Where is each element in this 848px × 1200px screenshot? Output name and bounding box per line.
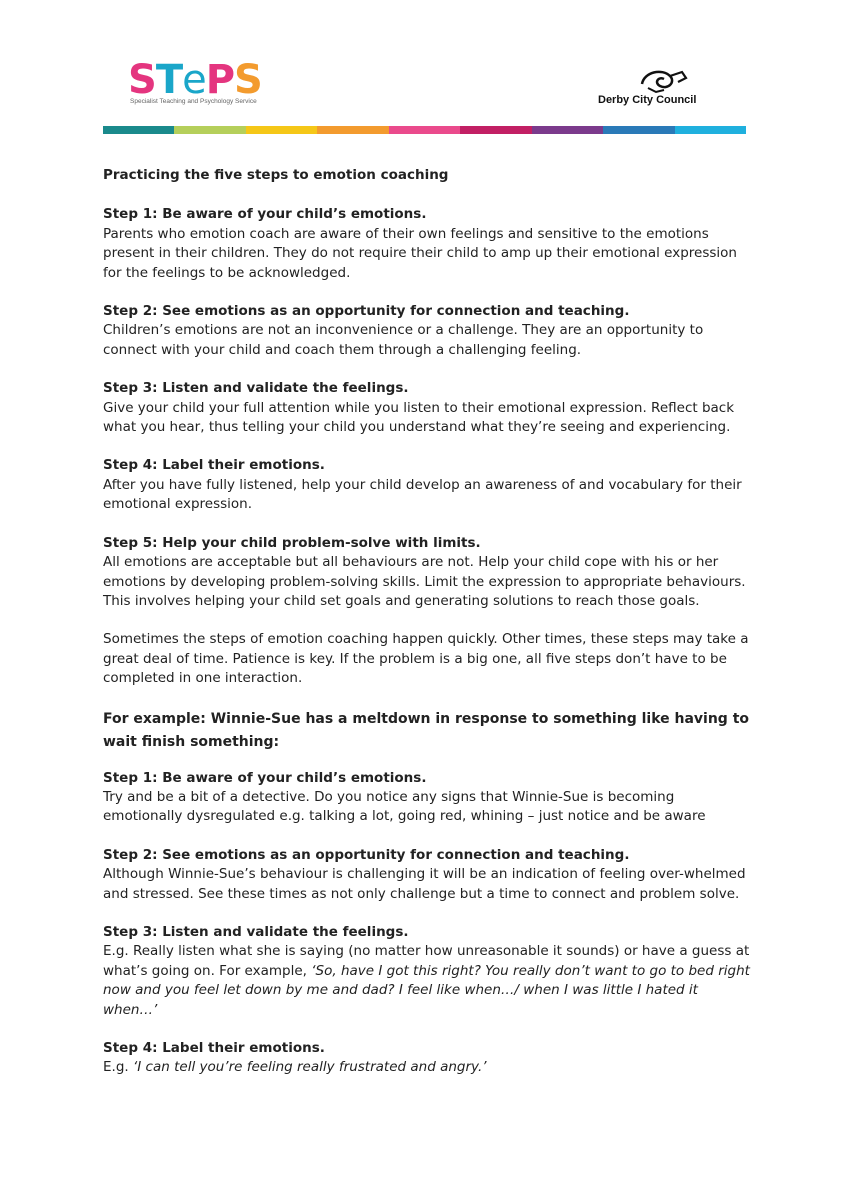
step-body: Give your child your full attention while you listen to their emotional expression. Reflect back what you hear, thus telling your child you understand what they’re seeing and experiencing. <box>103 399 735 436</box>
document-body <box>103 166 753 1097</box>
document-title: Practicing the five steps to emotion coaching <box>103 167 449 183</box>
summary-paragraph: Sometimes the steps of emotion coaching happen quickly. Other times, these steps may take a great deal of time. Patience is key. If the problem is a big one, all five steps don’t have to be completed in one interaction. <box>103 631 749 687</box>
step-5 <box>103 534 753 612</box>
steps-logo-wordmark: STePS <box>128 57 262 103</box>
step-3 <box>103 379 753 437</box>
example-step-2 <box>103 846 753 904</box>
example-step-1 <box>103 769 753 827</box>
step-body: Children’s emotions are not an inconvenience or a challenge. They are an opportunity to connect with your child and coach them through a challenging feeling. <box>103 322 704 358</box>
step-body: All emotions are acceptable but all behaviours are not. Help your child cope with his or her emotions by developing problem-solving skills. Limit the expression to appropriate behaviours. This involves helping your child set goals and generating solutions to reach those goals. <box>103 554 746 609</box>
example-heading: For example: Winnie-Sue has a meltdown in response to something like having to wait finish something: <box>103 710 750 750</box>
steps-logo <box>128 57 288 110</box>
step-heading: Step 4: Label their emotions. <box>103 1040 325 1056</box>
step-heading: Step 2: See emotions as an opportunity for connection and teaching. <box>103 303 630 320</box>
ram-icon <box>634 64 690 96</box>
stripe-segment <box>603 126 674 134</box>
stripe-segment <box>532 126 603 134</box>
step-heading: Step 4: Label their emotions. <box>103 457 325 474</box>
step-quote: ‘I can tell you’re feeling really frustrated and angry.’ <box>132 1059 487 1076</box>
step-quote: ‘So, have I got this right? You really don’t want to go to bed right now and you feel let down by me and dad? I feel like when…/ when I was little I hated it when…’ <box>103 962 750 1018</box>
stripe-segment <box>317 126 388 134</box>
step-body: E.g. <box>103 1059 133 1076</box>
stripe-segment <box>460 126 531 134</box>
step-2 <box>103 302 753 360</box>
step-body: Try and be a bit of a detective. Do you notice any signs that Winnie-Sue is becoming emotionally dysregulated e.g. talking a lot, going red, whining – just notice and be aware <box>103 788 706 825</box>
color-stripe <box>103 126 746 134</box>
step-1 <box>103 205 753 283</box>
example-step-4 <box>103 1039 753 1078</box>
steps-logo-subtitle: Specialist Teaching and Psychology Service <box>130 98 257 105</box>
step-body: After you have fully listened, help your child develop an awareness of and vocabulary for their emotional expression. <box>103 476 742 513</box>
step-4 <box>103 456 753 514</box>
council-name: Derby City Council <box>598 94 697 106</box>
step-heading: Step 2: See emotions as an opportunity for connection and teaching. <box>103 846 630 863</box>
step-body: Although Winnie-Sue’s behaviour is challenging it will be an indication of feeling over-whelmed and stressed. See these times as not only challenge but a time to connect and problem solve. <box>103 866 746 902</box>
stripe-segment <box>675 126 746 134</box>
example-step-3 <box>103 923 753 1020</box>
step-body: Parents who emotion coach are aware of their own feelings and sensitive to the emotions present in their children. They do not require their child to amp up their emotional expression for the feelings to be acknowledged. <box>103 225 737 281</box>
council-logo <box>598 64 720 110</box>
stripe-segment <box>174 126 245 134</box>
step-body: E.g. Really listen what she is saying (no matter how unreasonable it sounds) or have a guess at what’s going on. For example, <box>103 943 750 979</box>
step-heading: Step 1: Be aware of your child’s emotions. <box>103 206 427 223</box>
stripe-segment <box>103 126 174 134</box>
stripe-segment <box>246 126 317 134</box>
step-heading: Step 3: Listen and validate the feelings. <box>103 380 409 397</box>
stripe-segment <box>389 126 460 134</box>
step-heading: Step 5: Help your child problem-solve with limits. <box>103 534 481 551</box>
step-heading: Step 1: Be aware of your child’s emotions. <box>103 769 427 786</box>
step-heading: Step 3: Listen and validate the feelings. <box>103 923 409 940</box>
